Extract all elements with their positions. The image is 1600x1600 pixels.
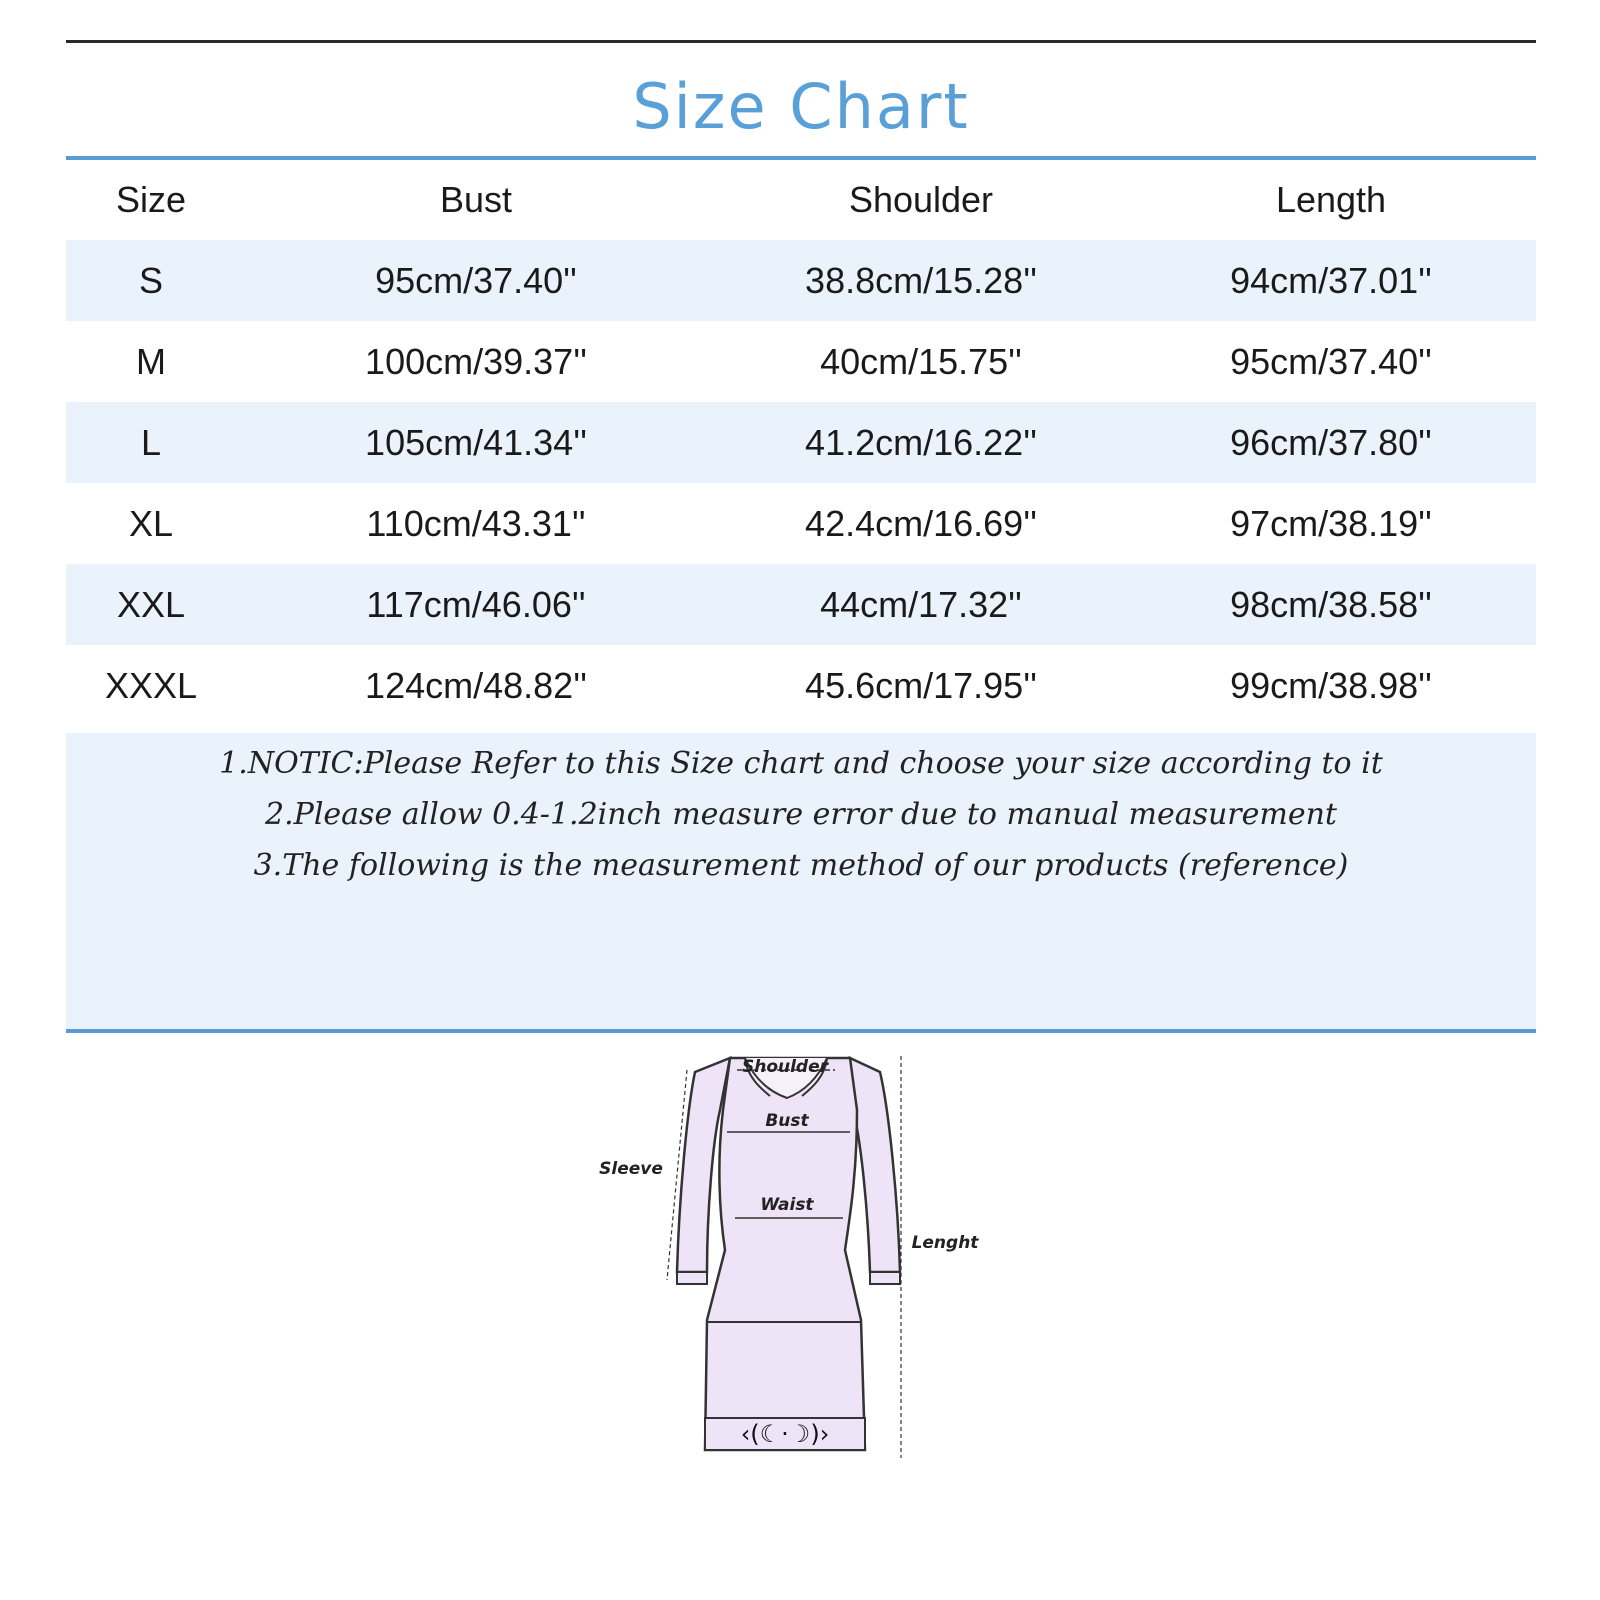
header-size: Size (115, 179, 187, 220)
shoulder-cell: 41.2cm/16.22'' (805, 421, 1037, 463)
dress-measurement-diagram (595, 1050, 1015, 1480)
bust-cell: 95cm/37.40'' (375, 259, 577, 301)
length-cell: 98cm/38.58'' (1230, 583, 1432, 625)
header-bust: Bust (439, 179, 513, 220)
bust-label: Bust (765, 1111, 809, 1131)
bust-cell: 100cm/39.37'' (365, 340, 587, 382)
bust-cell: 105cm/41.34'' (365, 421, 587, 463)
shoulder-cell: 38.8cm/15.28'' (805, 259, 1037, 301)
notes-panel (66, 733, 1536, 1029)
left-cuff (677, 1272, 707, 1284)
table-row (66, 483, 1536, 564)
length-label: Lenght (911, 1233, 979, 1253)
note-line: 3.The following is the measurement method of our products (reference) (253, 848, 1349, 883)
header-shoulder: Shoulder (848, 179, 994, 220)
size-cell: XL (128, 502, 174, 544)
table-row (66, 240, 1536, 321)
size-table (66, 160, 1536, 726)
table-row (66, 402, 1536, 483)
note-line: 2.Please allow 0.4-1.2inch measure error due to manual measurement (265, 797, 1337, 832)
size-cell: M (136, 340, 166, 382)
length-cell: 99cm/38.98'' (1230, 664, 1432, 706)
header-length: Length (1275, 179, 1387, 220)
top-divider (66, 40, 1536, 43)
length-cell: 95cm/37.40'' (1230, 340, 1432, 382)
shoulder-cell: 42.4cm/16.69'' (805, 502, 1037, 544)
length-cell: 97cm/38.19'' (1230, 502, 1432, 544)
shoulder-cell: 40cm/15.75'' (820, 340, 1022, 382)
size-cell: S (138, 259, 163, 301)
length-cell: 94cm/37.01'' (1230, 259, 1432, 301)
bust-cell: 124cm/48.82'' (365, 664, 587, 706)
note-line: 1.NOTIC:Please Refer to this Size chart and choose your size according to it (219, 746, 1383, 781)
table-row (66, 321, 1536, 402)
size-cell: XXL (116, 583, 186, 625)
waist-label: Waist (760, 1195, 814, 1215)
shoulder-cell: 44cm/17.32'' (820, 583, 1022, 625)
table-row (66, 564, 1536, 645)
table-row (66, 645, 1536, 726)
bust-cell: 110cm/43.31'' (366, 502, 586, 544)
shoulder-cell: 45.6cm/17.95'' (805, 664, 1037, 706)
table-header-row (66, 160, 1536, 240)
notes-divider (66, 1029, 1536, 1033)
right-cuff (870, 1272, 900, 1284)
hem-pattern: ‹(☾·☽)› (740, 1420, 830, 1448)
page-title: Size Chart (632, 70, 970, 143)
sleeve-label: Sleeve (599, 1159, 663, 1179)
size-cell: L (140, 421, 162, 463)
shoulder-label: Shoulder (741, 1057, 829, 1077)
bust-cell: 117cm/46.06'' (366, 583, 586, 625)
size-cell: XXXL (104, 664, 198, 706)
right-sleeve (850, 1058, 900, 1272)
length-cell: 96cm/37.80'' (1230, 421, 1432, 463)
